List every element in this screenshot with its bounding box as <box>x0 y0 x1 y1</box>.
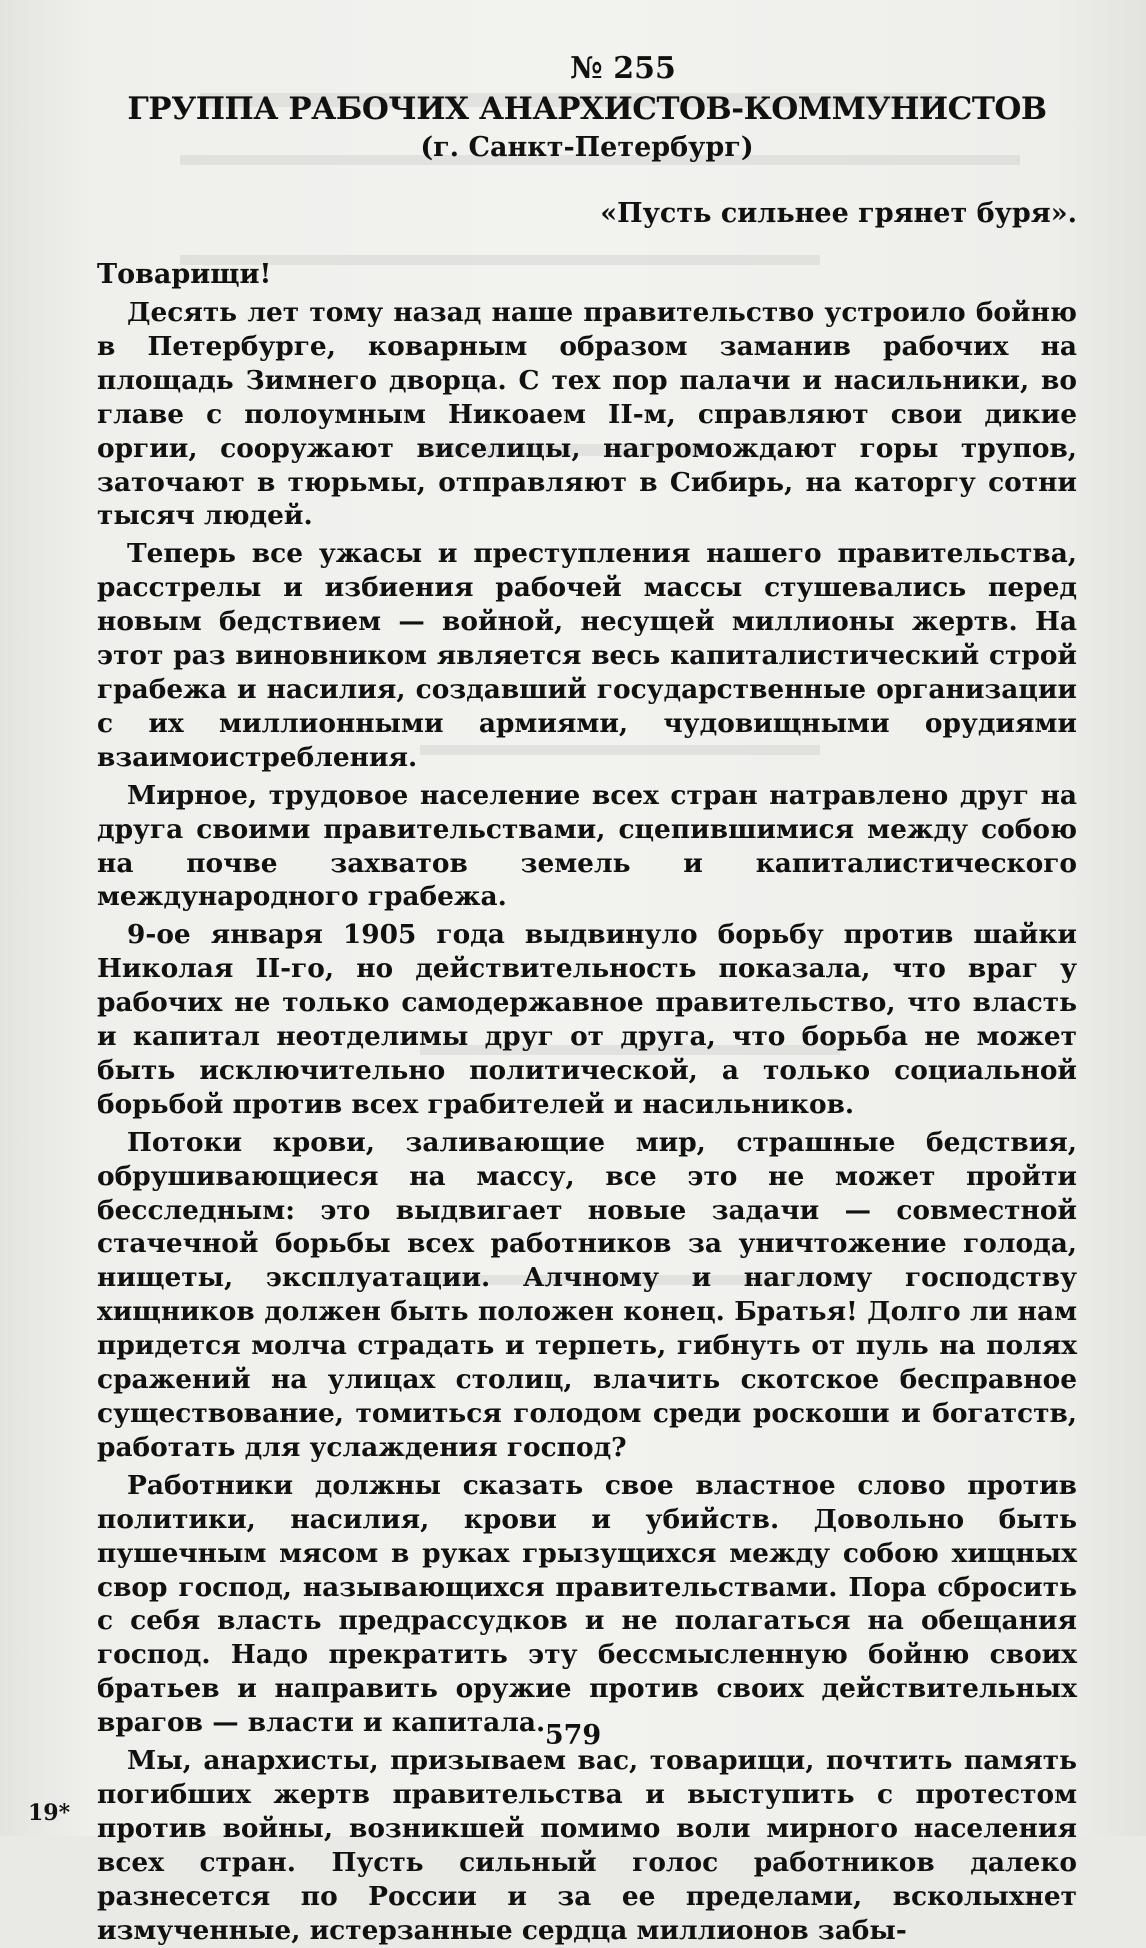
paragraph <box>97 1126 1077 1465</box>
paragraph-bold-text: власти и капитала. <box>247 1707 546 1739</box>
paragraph <box>97 296 1077 533</box>
paragraph-bold-text: совместной стачечной борьбы всех работников <box>97 1194 1077 1260</box>
document-content <box>97 50 1077 1948</box>
paragraph-text: за уничтожение голода, нищеты, эксплуатации. Алчному и наглому господству хищников должен быть положен конец. Братья! Долго ли нам придется молча страдать и терпеть, гибнуть от пуль на полях сражений на улицах столиц, влачить скотское бесправное существование, томиться голодом среди роскоши и богатств, работать для услаждения господ? <box>97 1228 1077 1463</box>
paragraph-text: Работники должны сказать свое властное слово против политики, насилия, крови и убийств. Довольно быть пушечным мясом в руках грызущихся между собою хищных свор господ, называющихся правительствами. Пора сбросить с себя власть предрассудков и не полагаться на обещания господ. Надо прекратить эту бессмысленную бойню своих братьев и направить оружие против своих действительных врагов — <box>97 1469 1077 1739</box>
paragraph-text: Потоки крови, заливающие мир, страшные бедствия, обрушивающиеся на массу, все это не может пройти бесследным: это выдвигает новые задачи — <box>97 1126 1077 1226</box>
document-number: № 255 <box>570 51 676 86</box>
paragraph-text: 9-ое января 1905 года выдвинуло борьбу против шайки Николая II-го, но действительность показала, что враг у рабочих не только самодержавное правительство, что <box>97 919 1077 1019</box>
paragraph-text: Десять лет тому назад наше правительство устроило бойню в Петербурге, коварным образом заманив рабочих на площадь Зимнего дворца. С тех пор палачи и насильники, во главе с полоумным Никоаем II-м, справляют свои дикие оргии, сооружают виселицы, нагромождают горы трупов, заточают в тюрьмы, отправляют в Сибирь, на каторгу сотни тысяч людей. <box>97 297 1077 532</box>
paragraph-text: неотделимы друг от друга, что борьба не может быть исключительно политической, а только социальной борьбой против всех грабителей и насильников. <box>97 1021 1078 1120</box>
paragraph-bold-text: власть и капитал <box>97 987 1077 1053</box>
document-location: (г. Санкт-Петербург) <box>420 132 754 163</box>
paragraph <box>97 537 1077 774</box>
paragraph-text: Мы, анархисты, призываем вас, товарищи, почтить память погибших жертв правительства и выступить с протестом против войны, возникшей помимо воли мирного населения всех стран. Пусть сильный голос работников далеко разнесется по России и за ее пределами, всколыхнет измученные, истерзанные сердца миллионов забы- <box>97 1745 1077 1946</box>
signature-mark: 19* <box>28 1800 71 1826</box>
salutation: Товарищи! <box>97 259 272 290</box>
paragraph-text: Мирное, трудовое население всех стран натравлено друг на друга своими правительствами, сцепившимися между собою на почве захватов земель и капиталистического международного грабежа. <box>97 779 1077 913</box>
paragraph-text: Теперь все ужасы и преступления нашего правительства, расстрелы и избиения рабочей массы стушевались перед новым бедствием — войной, несущей миллионы жертв. На этот раз виновником является весь капиталистический строй грабежа и насилия, создавший государственные организации с их миллионными армиями, чудовищными орудиями взаимоистребления. <box>97 538 1077 773</box>
page-number: 579 <box>544 1720 602 1751</box>
paragraph <box>97 1744 1077 1947</box>
paragraph <box>97 1469 1077 1740</box>
epigraph: «Пусть сильнее грянет буря». <box>600 198 1077 229</box>
paragraph <box>97 779 1077 915</box>
document-title: ГРУППА РАБОЧИХ АНАРХИСТОВ-КОММУНИСТОВ <box>127 91 1047 127</box>
paragraph <box>97 918 1077 1121</box>
